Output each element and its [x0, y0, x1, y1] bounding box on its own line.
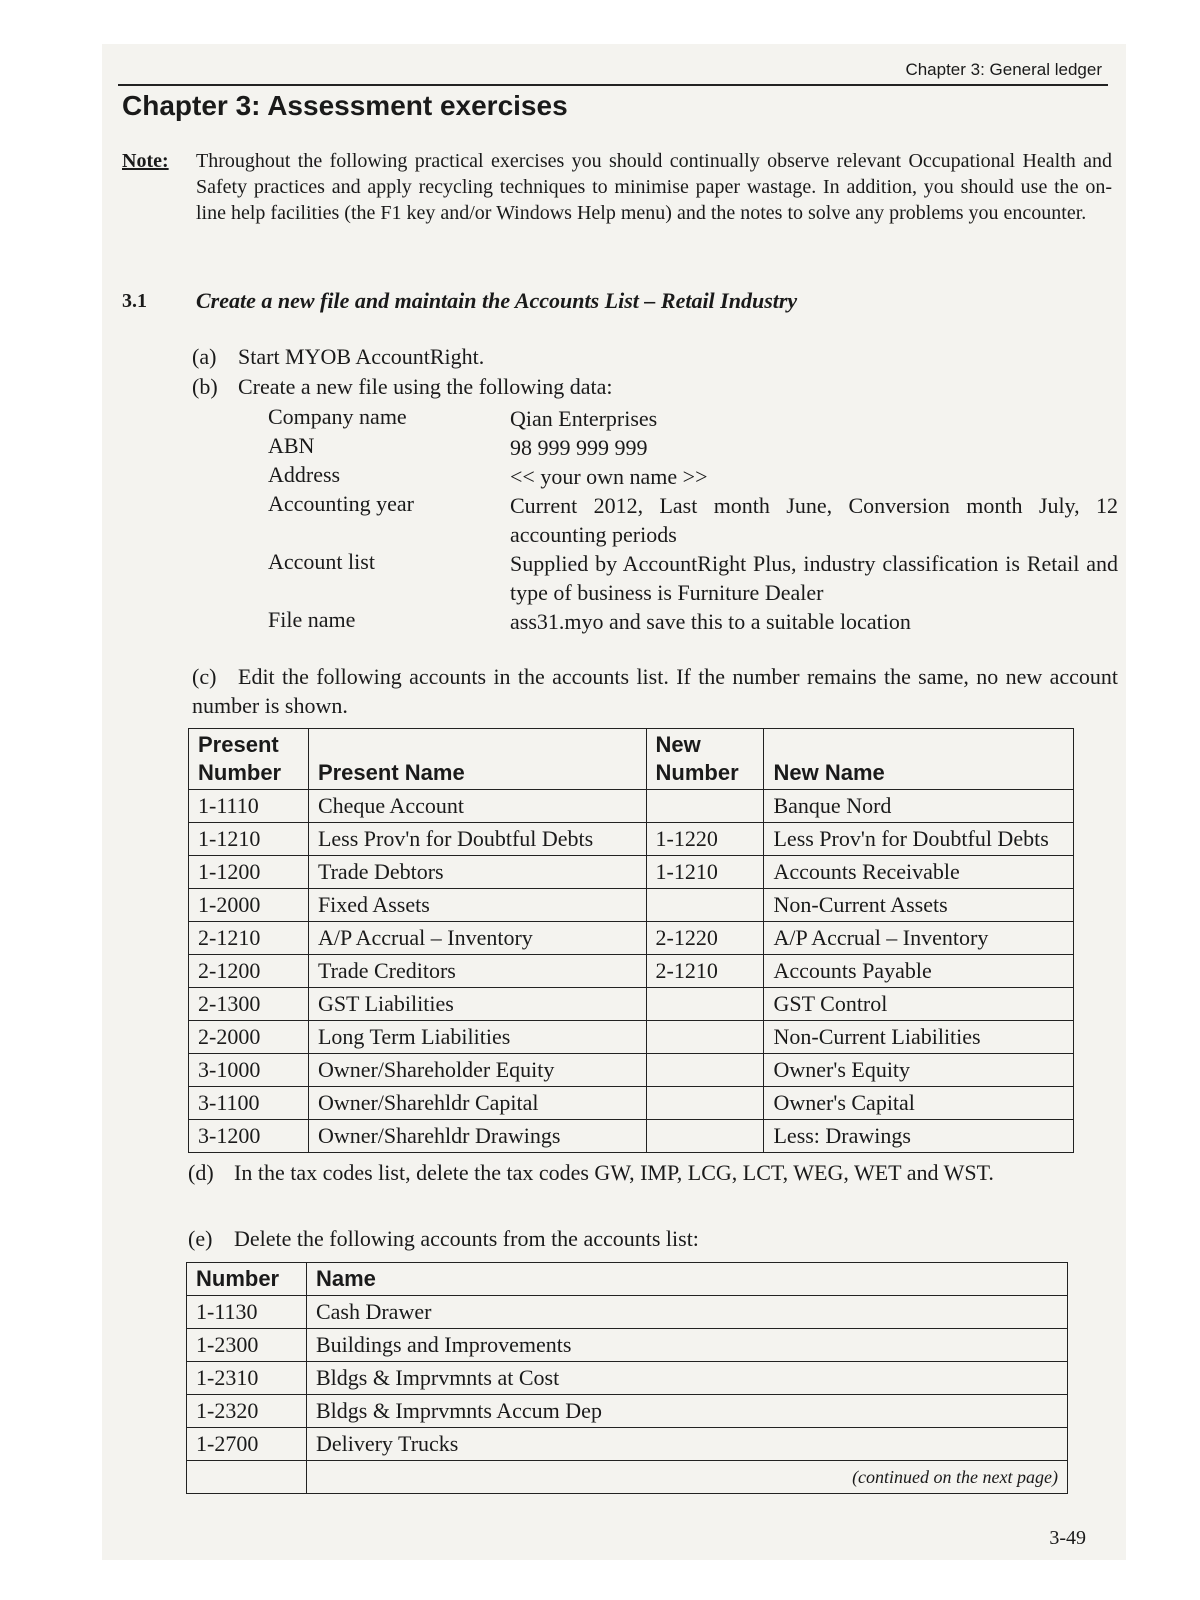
table-cell: GST Control — [764, 988, 1074, 1021]
column-header: Present Name — [308, 729, 646, 790]
table-cell: 2-1210 — [646, 955, 764, 988]
table-row — [189, 988, 1074, 1021]
item-b-label: (b) — [192, 374, 218, 399]
table-cell: Less Prov'n for Doubtful Debts — [764, 823, 1074, 856]
table-cell: Long Term Liabilities — [308, 1021, 646, 1054]
item-e-label: (e) — [188, 1226, 213, 1251]
table-cell: Accounts Receivable — [764, 856, 1074, 889]
chapter-title: Chapter 3: Assessment exercises — [122, 90, 568, 121]
page-number: 3-49 — [1049, 1527, 1086, 1549]
table-row — [189, 1120, 1074, 1153]
header-rule — [118, 84, 1108, 86]
table-row — [187, 1395, 1068, 1428]
file-data-row — [268, 433, 1118, 462]
table-row — [187, 1461, 1068, 1494]
table-cell: Trade Debtors — [308, 856, 646, 889]
table-cell: Trade Creditors — [308, 955, 646, 988]
item-d — [188, 1158, 1118, 1187]
table-cell: 3-1100 — [189, 1087, 309, 1120]
table-cell: Owner's Equity — [764, 1054, 1074, 1087]
table-cell: 3-1200 — [189, 1120, 309, 1153]
table-cell: Delivery Trucks — [306, 1428, 1067, 1461]
table-cell: Non-Current Assets — [764, 889, 1074, 922]
column-header: Present Number — [189, 729, 309, 790]
table-cell: Bldgs & Imprvmnts at Cost — [306, 1362, 1067, 1395]
file-data-key: Company name — [268, 404, 407, 429]
edit-accounts-table — [188, 728, 1074, 1153]
item-d-text: In the tax codes list, delete the tax codes GW, IMP, LCG, LCT, WEG, WET and WST. — [234, 1160, 994, 1185]
column-header: Number — [187, 1263, 307, 1296]
table-cell: GST Liabilities — [308, 988, 646, 1021]
table-cell: Owner's Capital — [764, 1087, 1074, 1120]
table-cell: Fixed Assets — [308, 889, 646, 922]
column-header: New Number — [646, 729, 764, 790]
file-data-row — [268, 549, 1118, 607]
table-cell — [187, 1461, 307, 1494]
item-c-text: Edit the following accounts in the accounts list. If the number remains the same, no new account number is shown. — [192, 664, 1118, 718]
table-cell — [646, 1054, 764, 1087]
file-data-value: Supplied by AccountRight Plus, industry classification is Retail and type of business is Furniture Dealer — [510, 551, 1118, 605]
item-b-text: Create a new file using the following data: — [238, 374, 613, 399]
table-row — [189, 955, 1074, 988]
table-row — [187, 1428, 1068, 1461]
table-cell: 2-1210 — [189, 922, 309, 955]
table-cell: A/P Accrual – Inventory — [764, 922, 1074, 955]
table-cell: Cheque Account — [308, 790, 646, 823]
table-row — [189, 856, 1074, 889]
file-data-value: Current 2012, Last month June, Conversion month July, 12 accounting periods — [510, 493, 1118, 547]
file-data-value: << your own name >> — [510, 464, 708, 489]
file-data-list — [268, 404, 1118, 636]
column-header: New Name — [764, 729, 1074, 790]
table-cell: Cash Drawer — [306, 1296, 1067, 1329]
file-data-key: File name — [268, 607, 356, 632]
table-cell: 1-2320 — [187, 1395, 307, 1428]
note-label: Note: — [122, 150, 169, 172]
table-cell: Owner/Shareholder Equity — [308, 1054, 646, 1087]
table-cell — [646, 1120, 764, 1153]
table-cell — [646, 1087, 764, 1120]
item-a-text: Start MYOB AccountRight. — [238, 344, 485, 369]
item-e — [188, 1224, 1118, 1253]
table-row — [189, 1054, 1074, 1087]
table-cell: 1-1210 — [646, 856, 764, 889]
table-cell: 1-1220 — [646, 823, 764, 856]
file-data-row — [268, 404, 1118, 433]
table-cell: A/P Accrual – Inventory — [308, 922, 646, 955]
book-page — [102, 44, 1126, 1560]
table-header-row — [189, 729, 1074, 790]
table-header-row — [187, 1263, 1068, 1296]
table-cell — [646, 790, 764, 823]
item-e-text: Delete the following accounts from the accounts list: — [234, 1226, 699, 1251]
table-cell: 1-1110 — [189, 790, 309, 823]
note-text: Throughout the following practical exercises you should continually observe relevant Occupational Health and Safety practices and apply recycling techniques to minimise paper wastage. In addition, you should use the on-line help facilities (the F1 key and/or Windows Help menu) and the notes to solve any problems you encounter. — [196, 150, 1112, 224]
table-row — [187, 1329, 1068, 1362]
table-cell: Bldgs & Imprvmnts Accum Dep — [306, 1395, 1067, 1428]
running-header: Chapter 3: General ledger — [905, 60, 1102, 79]
table-cell — [646, 1021, 764, 1054]
file-data-row — [268, 491, 1118, 549]
table-cell: 1-2300 — [187, 1329, 307, 1362]
item-b — [192, 374, 613, 400]
table-cell: 3-1000 — [189, 1054, 309, 1087]
section-title: Create a new file and maintain the Accounts List – Retail Industry — [196, 288, 798, 313]
table-cell: Less: Drawings — [764, 1120, 1074, 1153]
table-row — [189, 889, 1074, 922]
table-cell — [646, 889, 764, 922]
table-row — [189, 922, 1074, 955]
table-cell: Buildings and Improvements — [306, 1329, 1067, 1362]
table-cell: 1-2310 — [187, 1362, 307, 1395]
file-data-row — [268, 607, 1118, 636]
item-a — [192, 344, 484, 370]
table-cell: Accounts Payable — [764, 955, 1074, 988]
file-data-key: Account list — [268, 549, 375, 574]
item-a-label: (a) — [192, 344, 217, 369]
file-data-value: Qian Enterprises — [510, 406, 658, 431]
table-row — [189, 823, 1074, 856]
table-cell: 2-1220 — [646, 922, 764, 955]
table-row — [187, 1362, 1068, 1395]
delete-accounts-table — [186, 1262, 1068, 1494]
table-cell: Owner/Sharehldr Drawings — [308, 1120, 646, 1153]
section-number: 3.1 — [122, 290, 147, 312]
table-cell — [646, 988, 764, 1021]
table-row — [187, 1296, 1068, 1329]
item-c-label: (c) — [192, 664, 217, 689]
table-cell: 1-2700 — [187, 1428, 307, 1461]
table-cell: 1-1210 — [189, 823, 309, 856]
file-data-row — [268, 462, 1118, 491]
file-data-value: 98 999 999 999 — [510, 435, 648, 460]
table-cell: 1-1200 — [189, 856, 309, 889]
column-header: Name — [306, 1263, 1067, 1296]
table-cell: Banque Nord — [764, 790, 1074, 823]
table-row — [189, 1021, 1074, 1054]
item-d-label: (d) — [188, 1160, 214, 1185]
table-cell: 1-1130 — [187, 1296, 307, 1329]
table-cell: Owner/Sharehldr Capital — [308, 1087, 646, 1120]
table-cell: Non-Current Liabilities — [764, 1021, 1074, 1054]
table-cell: 2-2000 — [189, 1021, 309, 1054]
table-cell: 2-1200 — [189, 955, 309, 988]
file-data-value: ass31.myo and save this to a suitable location — [510, 609, 911, 634]
table-row — [189, 1087, 1074, 1120]
item-c — [192, 662, 1118, 720]
continued-note: (continued on the next page) — [306, 1461, 1067, 1494]
file-data-key: Accounting year — [268, 491, 414, 516]
table-cell: 2-1300 — [189, 988, 309, 1021]
file-data-key: ABN — [268, 433, 315, 458]
file-data-key: Address — [268, 462, 341, 487]
table-row — [189, 790, 1074, 823]
table-cell: 1-2000 — [189, 889, 309, 922]
table-cell: Less Prov'n for Doubtful Debts — [308, 823, 646, 856]
